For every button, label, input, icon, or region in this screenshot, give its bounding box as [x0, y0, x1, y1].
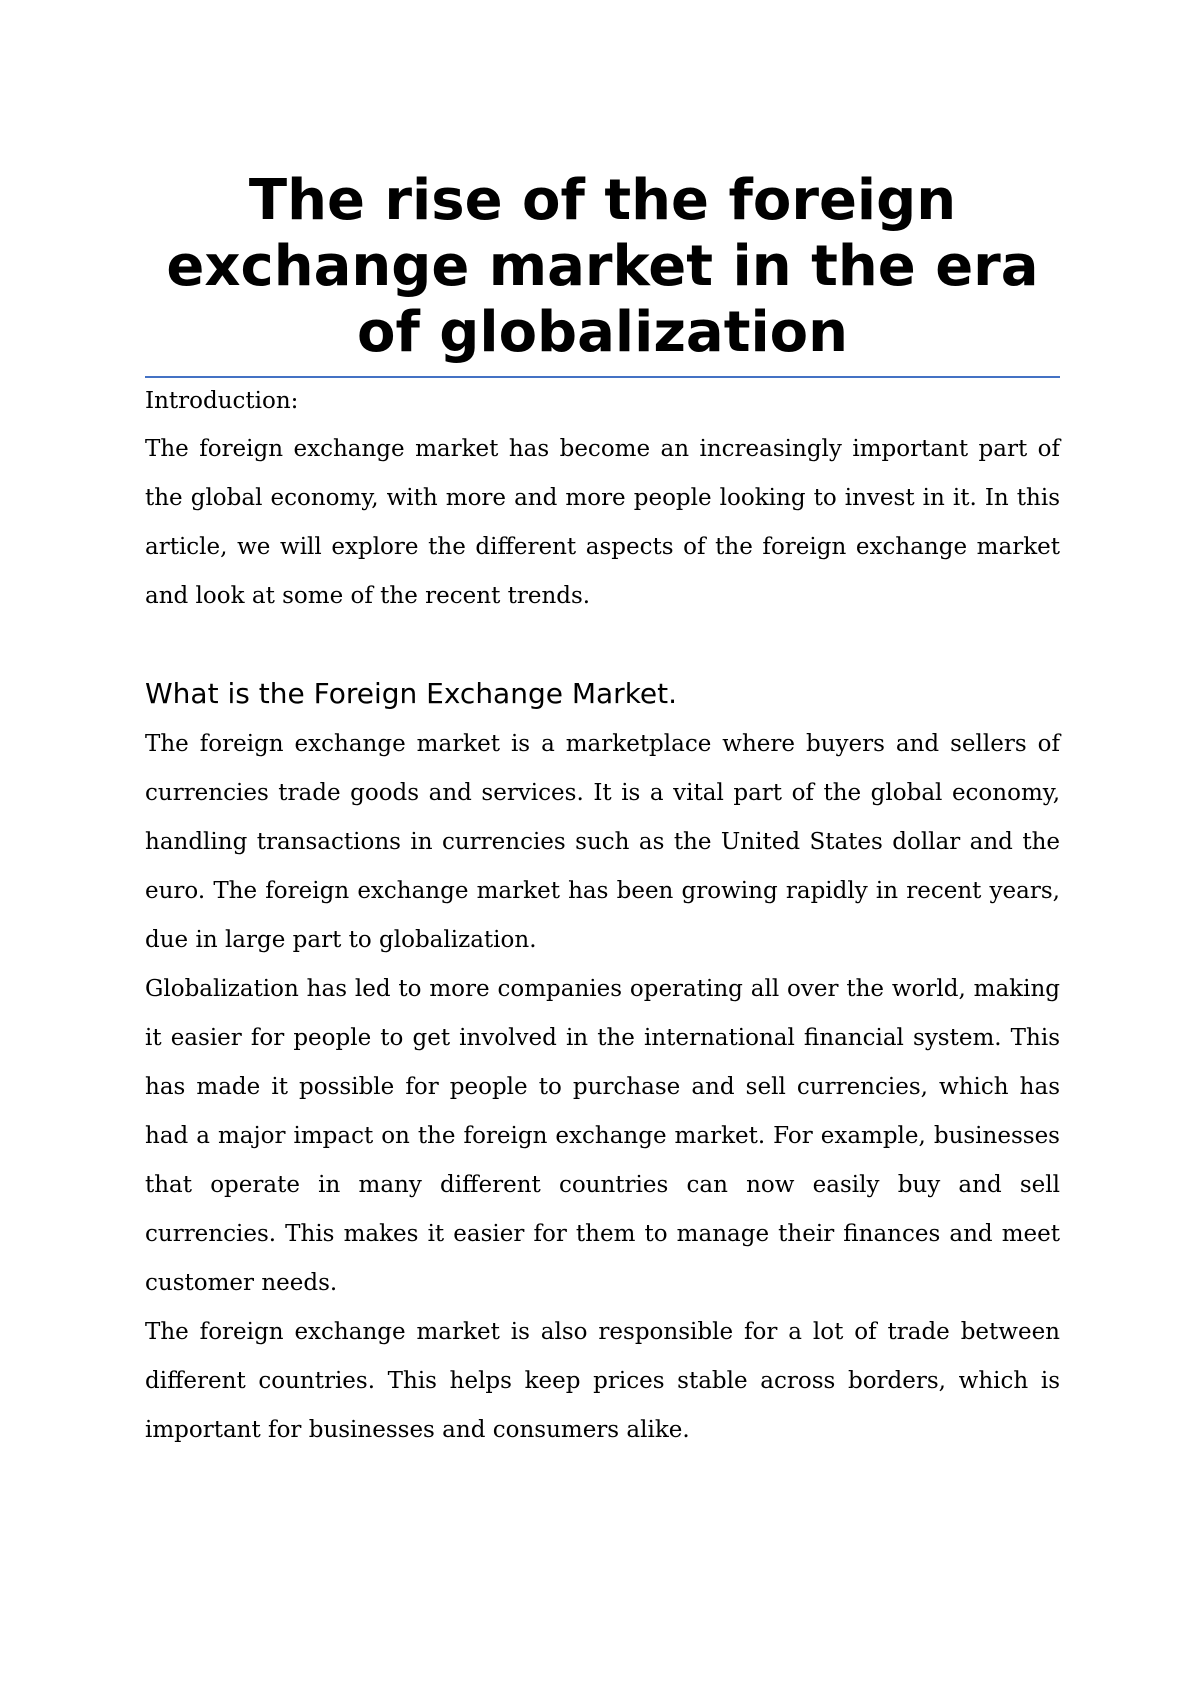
section-paragraph: The foreign exchange market is also responsible for a lot of trade between different countries. This helps keep prices stable across borders, which is important for businesses and consumers alike. — [145, 1319, 1060, 1443]
intro-paragraph: The foreign exchange market has become an increasingly important part of the global economy, with more and more people looking to invest in it. In this article, we will explore the different aspects of the foreign exchange market and look at some of the recent trends. — [145, 436, 1060, 609]
intro-label: Introduction: — [145, 388, 299, 414]
document-title: The rise of the foreign exchange market in the era of globalization — [166, 168, 1039, 365]
section-paragraph: The foreign exchange market is a marketplace where buyers and sellers of currencies trade goods and services. It is a vital part of the global economy, handling transactions in currencies such as the United States dollar and the euro. The foreign exchange market has been growing rapidly in recent years, due in large part to globalization. — [145, 731, 1060, 953]
section-paragraph: Globalization has led to more companies operating all over the world, making it easier for people to get involved in the international financial system. This has made it possible for people to purchase and sell currencies, which has had a major impact on the foreign exchange market. For example, businesses that operate in many different countries can now easily buy and sell currencies. This makes it easier for them to manage their finances and meet customer needs. — [145, 976, 1060, 1296]
document-body — [145, 168, 1060, 1455]
title-underline-divider — [145, 376, 1060, 378]
section-heading: What is the Foreign Exchange Market. — [145, 677, 678, 710]
